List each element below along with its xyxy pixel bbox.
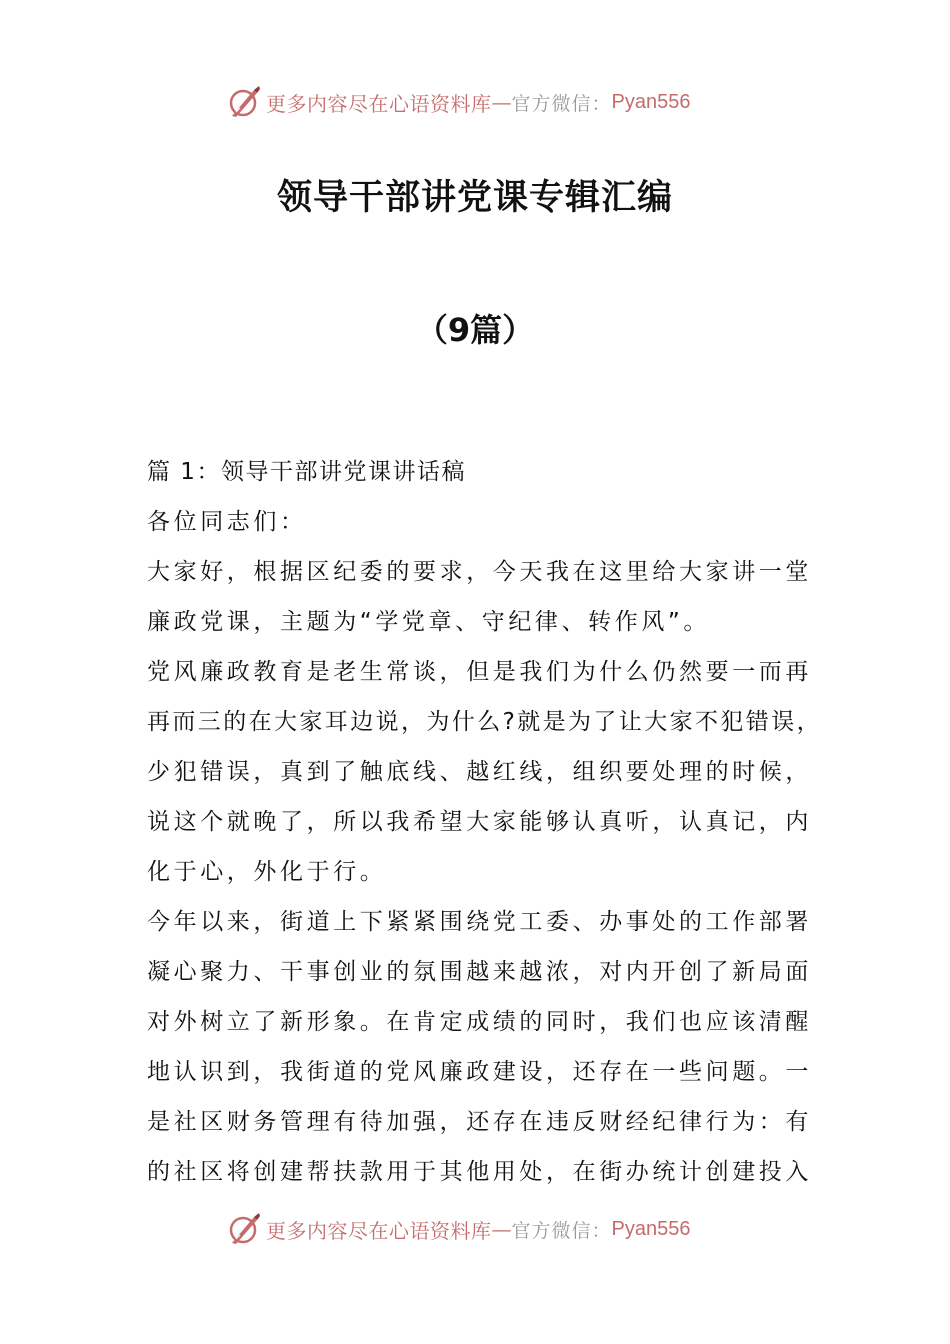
banner-wechat-id: Pyan556 (611, 90, 691, 113)
header-banner (226, 82, 746, 122)
banner-dash: — (491, 90, 512, 114)
body-line: 今年以来，街道上下紧紧围绕党工委、办事处的工作部署 (147, 909, 812, 935)
body-line: 的社区将创建帮扶款用于其他用处，在街办统计创建投入 (147, 1159, 812, 1185)
body-line: 说这个就晚了，所以我希望大家能够认真听，认真记，内 (147, 809, 812, 835)
banner-wechat-label: 官方微信： (511, 92, 612, 115)
section-heading: 篇 1：领导干部讲党课讲话稿 (147, 459, 466, 485)
document-subtitle: （9篇） (415, 311, 535, 349)
body-line: 对外树立了新形象。在肯定成绩的同时，我们也应该清醒 (147, 1009, 812, 1035)
body-line: 化于心，外化于行。 (147, 859, 387, 885)
banner-main-text: 更多内容尽在心语资料库 (266, 1218, 492, 1243)
banner-main-text: 更多内容尽在心语资料库 (266, 91, 492, 116)
body-line: 凝心聚力、干事创业的氛围越来越浓，对内开创了新局面 (147, 959, 812, 985)
body-line: 廉政党课，主题为“学党章、守纪律、转作风”。 (147, 609, 711, 635)
document-title: 领导干部讲党课专辑汇编 (276, 178, 673, 218)
body-line: 少犯错误，真到了触底线、越红线，组织要处理的时候， (147, 759, 812, 785)
footer-banner (226, 1209, 746, 1249)
body-line: 地认识到，我街道的党风廉政建设，还存在一些问题。一 (147, 1059, 812, 1085)
salutation: 各位同志们： (147, 509, 307, 535)
quill-pen-logo-icon (226, 84, 262, 120)
body-line: 是社区财务管理有待加强，还存在违反财经纪律行为：有 (147, 1109, 812, 1135)
body-line: 再而三的在大家耳边说，为什么?就是为了让大家不犯错误， (147, 709, 823, 735)
body-line: 大家好，根据区纪委的要求，今天我在这里给大家讲一堂 (147, 559, 812, 585)
banner-wechat-id: Pyan556 (611, 1217, 691, 1240)
banner-wechat-label: 官方微信： (511, 1219, 612, 1242)
banner-dash: — (491, 1217, 512, 1241)
quill-pen-logo-icon (226, 1211, 262, 1247)
document-body (147, 447, 823, 1197)
body-line: 党风廉政教育是老生常谈，但是我们为什么仍然要一而再 (147, 659, 812, 685)
